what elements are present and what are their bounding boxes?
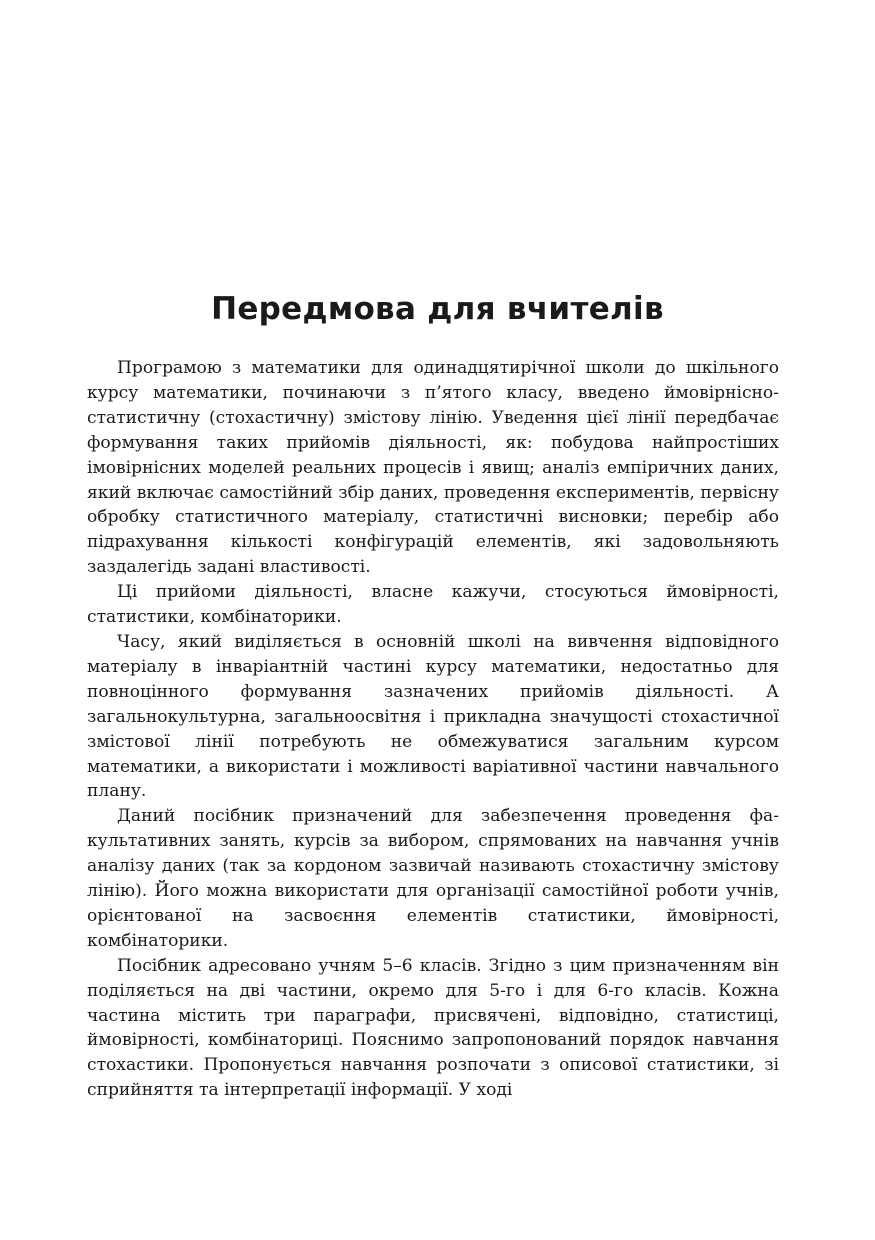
paragraph: Часу, який виділяється в основній школі на вивчення відповідного матеріалу в інваріантній частині курсу математики, недостатньо для повноцінного формування зазначених прийомів діяльності. А загальнокультурна, загальноосвітня і прикладна значущості стохастичної змістової лінії потребують не обмежуватися загальним курсом математики, а використати і можливості варіативної частини навчального плану. — [87, 631, 779, 802]
body-text — [87, 356, 779, 1103]
paragraph: Програмою з математики для одинадцятирічної школи до шкільного курсу математики, починаючи з п’ятого класу, введено ймовірнісно-статистичну (стохастичну) змістову лінію. Уведення цієї лінії передбачає формування таких прийомів діяльності, як: побудова найпростіших імовірнісних моделей реальних процесів і явищ; аналіз емпіричних даних, який включає самостійний збір даних, проведення експериментів, первісну обробку статистичного матеріалу, статистичні висновки; перебір або підрахування кількості конфігурацій елементів, які задовольняють заздалегідь задані властивості. — [87, 358, 779, 578]
paragraph: Посібник адресовано учням 5–6 класів. Згідно з цим призначенням він поділяється на дві частини, окремо для 5-го і для 6-го класів. Кожна частина містить три параграфи, присвячені, відповідно, статистиці, ймовірності, комбінаториці. Пояснимо запропонований порядок навчання стохастики. Пропонується навчання розпочати з описової статистики, зі сприйняття та інтерпретації інформації. У ході — [87, 955, 779, 1101]
paragraph: Ці прийоми діяльності, власне кажучи, стосуються ймовірності, статистики, комбінаторики. — [87, 582, 779, 628]
paragraph: Даний посібник призначений для забезпечення проведення факультативних занять, курсів за вибором, спрямованих на навчання учнів аналізу даних (так за кордоном зазвичай називають стохастичну змістову лінію). Його можна використати для організації самостійної роботи учнів, орієнтованої на засвоєння елементів статистики, ймовірності, комбінаторики. — [87, 806, 779, 951]
page-title: Передмова для вчителів — [211, 291, 664, 327]
